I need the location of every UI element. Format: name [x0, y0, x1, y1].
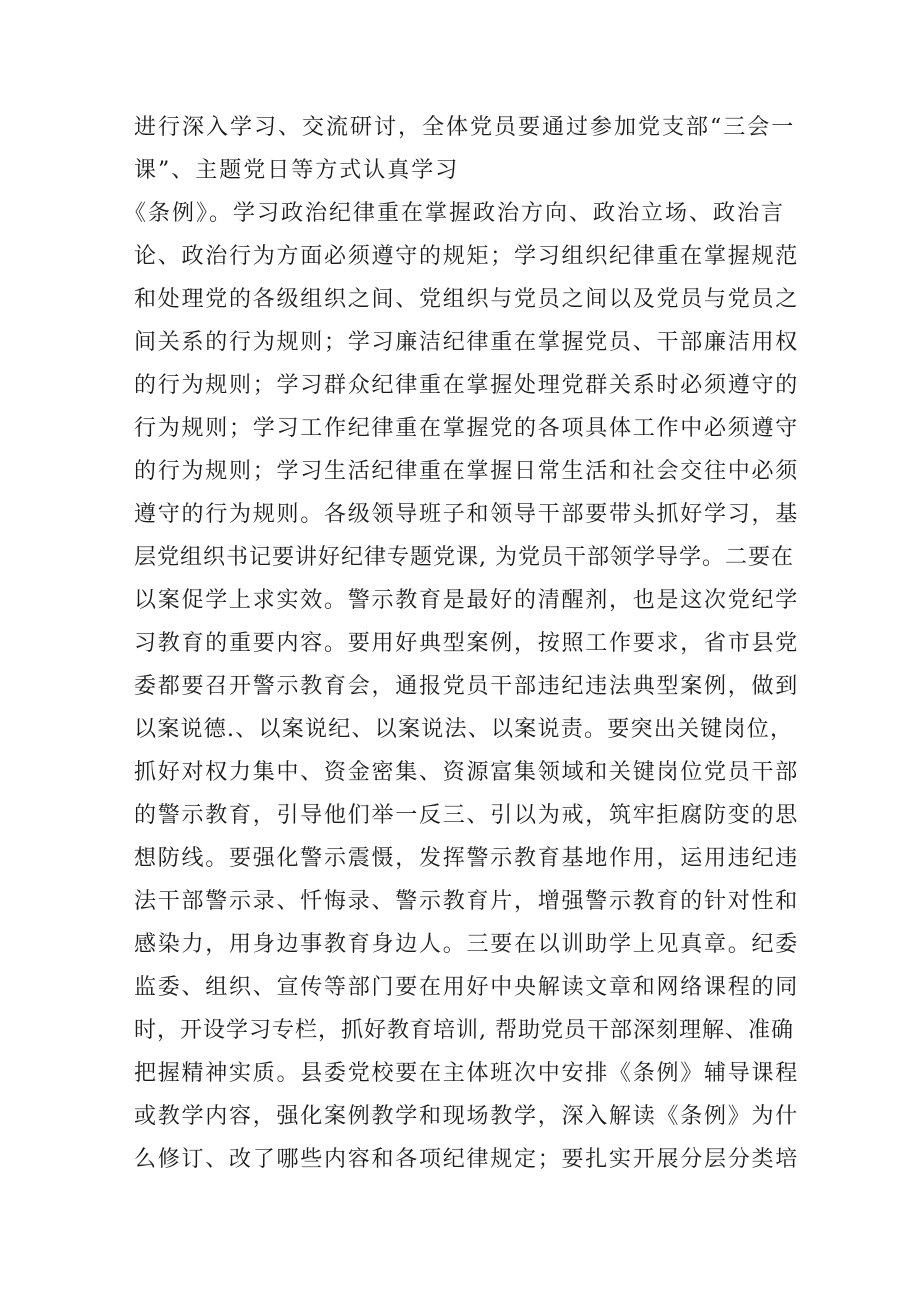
text-line: 的行为规则；学习群众纪律重在掌握处理党群关系时必须遵守的 [134, 373, 800, 398]
text-line: 和处理党的各级组织之间、党组织与党员之间以及党员与党员之 [134, 287, 800, 312]
text-line: 习教育的重要内容。要用好典型案例，按照工作要求，省市县党 [134, 631, 800, 656]
text-line: 么修订、改了哪些内容和各项纪律规定；要扎实开展分层分类培 [134, 1147, 800, 1172]
text-line: 把握精神实质。县委党校要在主体班次中安排《条例》辅导课程 [134, 1061, 800, 1086]
text-line: 委都要召开警示教育会，通报党员干部违纪违法典型案例，做到 [134, 674, 800, 699]
text-line: 监委、组织、宣传等部门要在用好中央解读文章和网络课程的同 [134, 975, 800, 1000]
text-line: 论、政治行为方面必须遵守的规矩；学习组织纪律重在掌握规范 [134, 244, 800, 269]
text-line: 的行为规则；学习生活纪律重在掌握日常生活和社会交往中必须 [134, 459, 800, 484]
text-line: 进行深入学习、交流研讨，全体党员要通过参加党支部“三会一 [134, 115, 796, 140]
text-line: 以案促学上求实效。警示教育是最好的清醒剂，也是这次党纪学 [134, 588, 800, 613]
text-line: 《条例》。学习政治纪律重在掌握政治方向、政治立场、政治言 [124, 201, 786, 226]
text-line: 法干部警示录、忏悔录、警示教育片，增强警示教育的针对性和 [134, 889, 800, 914]
text-line: 层党组织书记要讲好纪律专题党课, 为党员干部领学导学。二要在 [134, 545, 794, 570]
text-line: 想防线。要强化警示震慑，发挥警示教育基地作用，运用违纪违 [134, 846, 800, 871]
text-line: 抓好对权力集中、资金密集、资源富集领域和关键岗位党员干部 [134, 760, 800, 785]
text-line: 间关系的行为规则；学习廉洁纪律重在掌握党员、干部廉洁用权 [134, 330, 800, 355]
text-line: 遵守的行为规则。各级领导班子和领导干部要带头抓好学习，基 [134, 502, 800, 527]
text-line: 课”、主题党日等方式认真学习 [134, 158, 460, 183]
text-line: 感染力，用身边事教育身边人。三要在以训助学上见真章。纪委 [134, 932, 800, 957]
text-line: 或教学内容，强化案例教学和现场教学，深入解读《条例》为什 [134, 1104, 800, 1129]
text-line: 的警示教育，引导他们举一反三、引以为戒，筑牢拒腐防变的思 [134, 803, 800, 828]
text-line: 行为规则；学习工作纪律重在掌握党的各项具体工作中必须遵守 [134, 416, 800, 441]
text-line: 时，开设学习专栏，抓好教育培训, 帮助党员干部深刻理解、准确 [134, 1018, 794, 1043]
text-line: 以案说德.、以案说纪、以案说法、以案说责。要突出关键岗位， [134, 717, 794, 742]
